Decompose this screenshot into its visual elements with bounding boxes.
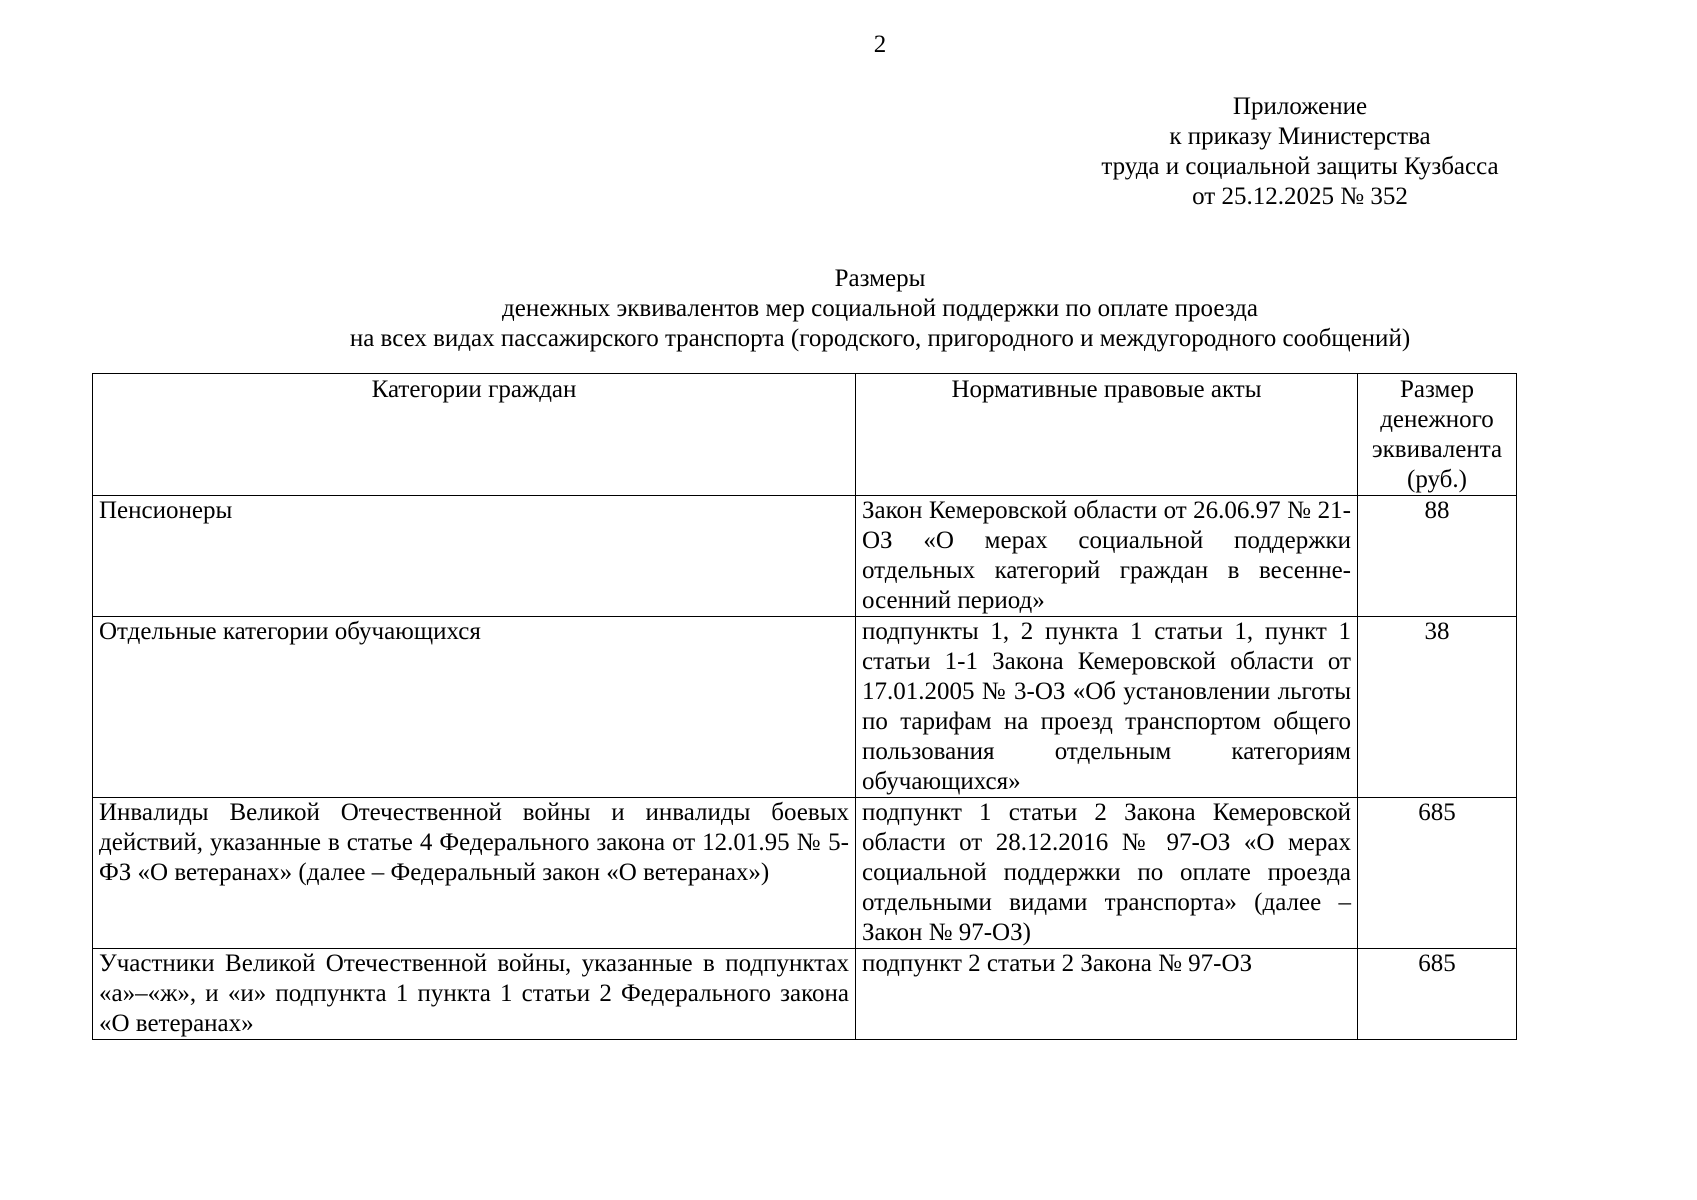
row-amount: 685 (1358, 798, 1517, 949)
table-row (93, 496, 1517, 617)
table-row (93, 617, 1517, 798)
document-title (0, 264, 1697, 354)
appendix-line: Приложение (1232, 93, 1368, 120)
title-line: на всех видах пассажирского транспорта (городского, пригородного и междугородного сообщений) (349, 325, 1411, 352)
title-line: денежных эквивалентов мер социальной поддержки по оплате проезда (502, 295, 1258, 322)
header-category: Категории граждан (93, 374, 856, 496)
table-header-row (93, 374, 1517, 496)
row-act: Закон Кемеровской области от 26.06.97 № 21-ОЗ «О мерах социальной поддержки отдельных категорий граждан в весенне-осенний период» (856, 496, 1358, 617)
header-act: Нормативные правовые акты (856, 374, 1358, 496)
row-category: Пенсионеры (93, 496, 856, 617)
table-row (93, 798, 1517, 949)
header-amount: Размер денежного эквивалента (руб.) (1358, 374, 1517, 496)
appendix-line: труда и социальной защиты Кузбасса (1101, 153, 1499, 180)
appendix-block (1050, 92, 1550, 212)
appendix-line: от 25.12.2025 № 352 (1192, 183, 1408, 210)
page-number: 2 (873, 31, 887, 58)
equivalents-table (92, 373, 1517, 1040)
row-category: Отдельные категории обучающихся (93, 617, 856, 798)
title-line: Размеры (834, 265, 926, 292)
row-category: Инвалиды Великой Отечественной войны и инвалиды боевых действий, указанные в статье 4 Федерального закона от 12.01.95 № 5-ФЗ «О ветеранах» (далее – Федеральный закон «О ветеранах») (93, 798, 856, 949)
row-act: подпункты 1, 2 пункта 1 статьи 1, пункт 1 статьи 1-1 Закона Кемеровской области от 17.01.2005 № 3-ОЗ «Об установлении льготы по тарифам на проезд транспортом общего пользования отдельным категориям обучающихся» (856, 617, 1358, 798)
appendix-line: к приказу Министерства (1169, 123, 1431, 150)
table-row (93, 949, 1517, 1040)
row-category: Участники Великой Отечественной войны, указанные в подпунктах «а»–«ж», и «и» подпункта 1 пункта 1 статьи 2 Федерального закона «О ветеранах» (93, 949, 856, 1040)
row-amount: 88 (1358, 496, 1517, 617)
row-act: подпункт 1 статьи 2 Закона Кемеровской области от 28.12.2016 № 97-ОЗ «О мерах социальной поддержки по оплате проезда отдельными видами транспорта» (далее – Закон № 97-ОЗ) (856, 798, 1358, 949)
row-amount: 38 (1358, 617, 1517, 798)
row-act: подпункт 2 статьи 2 Закона № 97-ОЗ (856, 949, 1358, 1040)
row-amount: 685 (1358, 949, 1517, 1040)
